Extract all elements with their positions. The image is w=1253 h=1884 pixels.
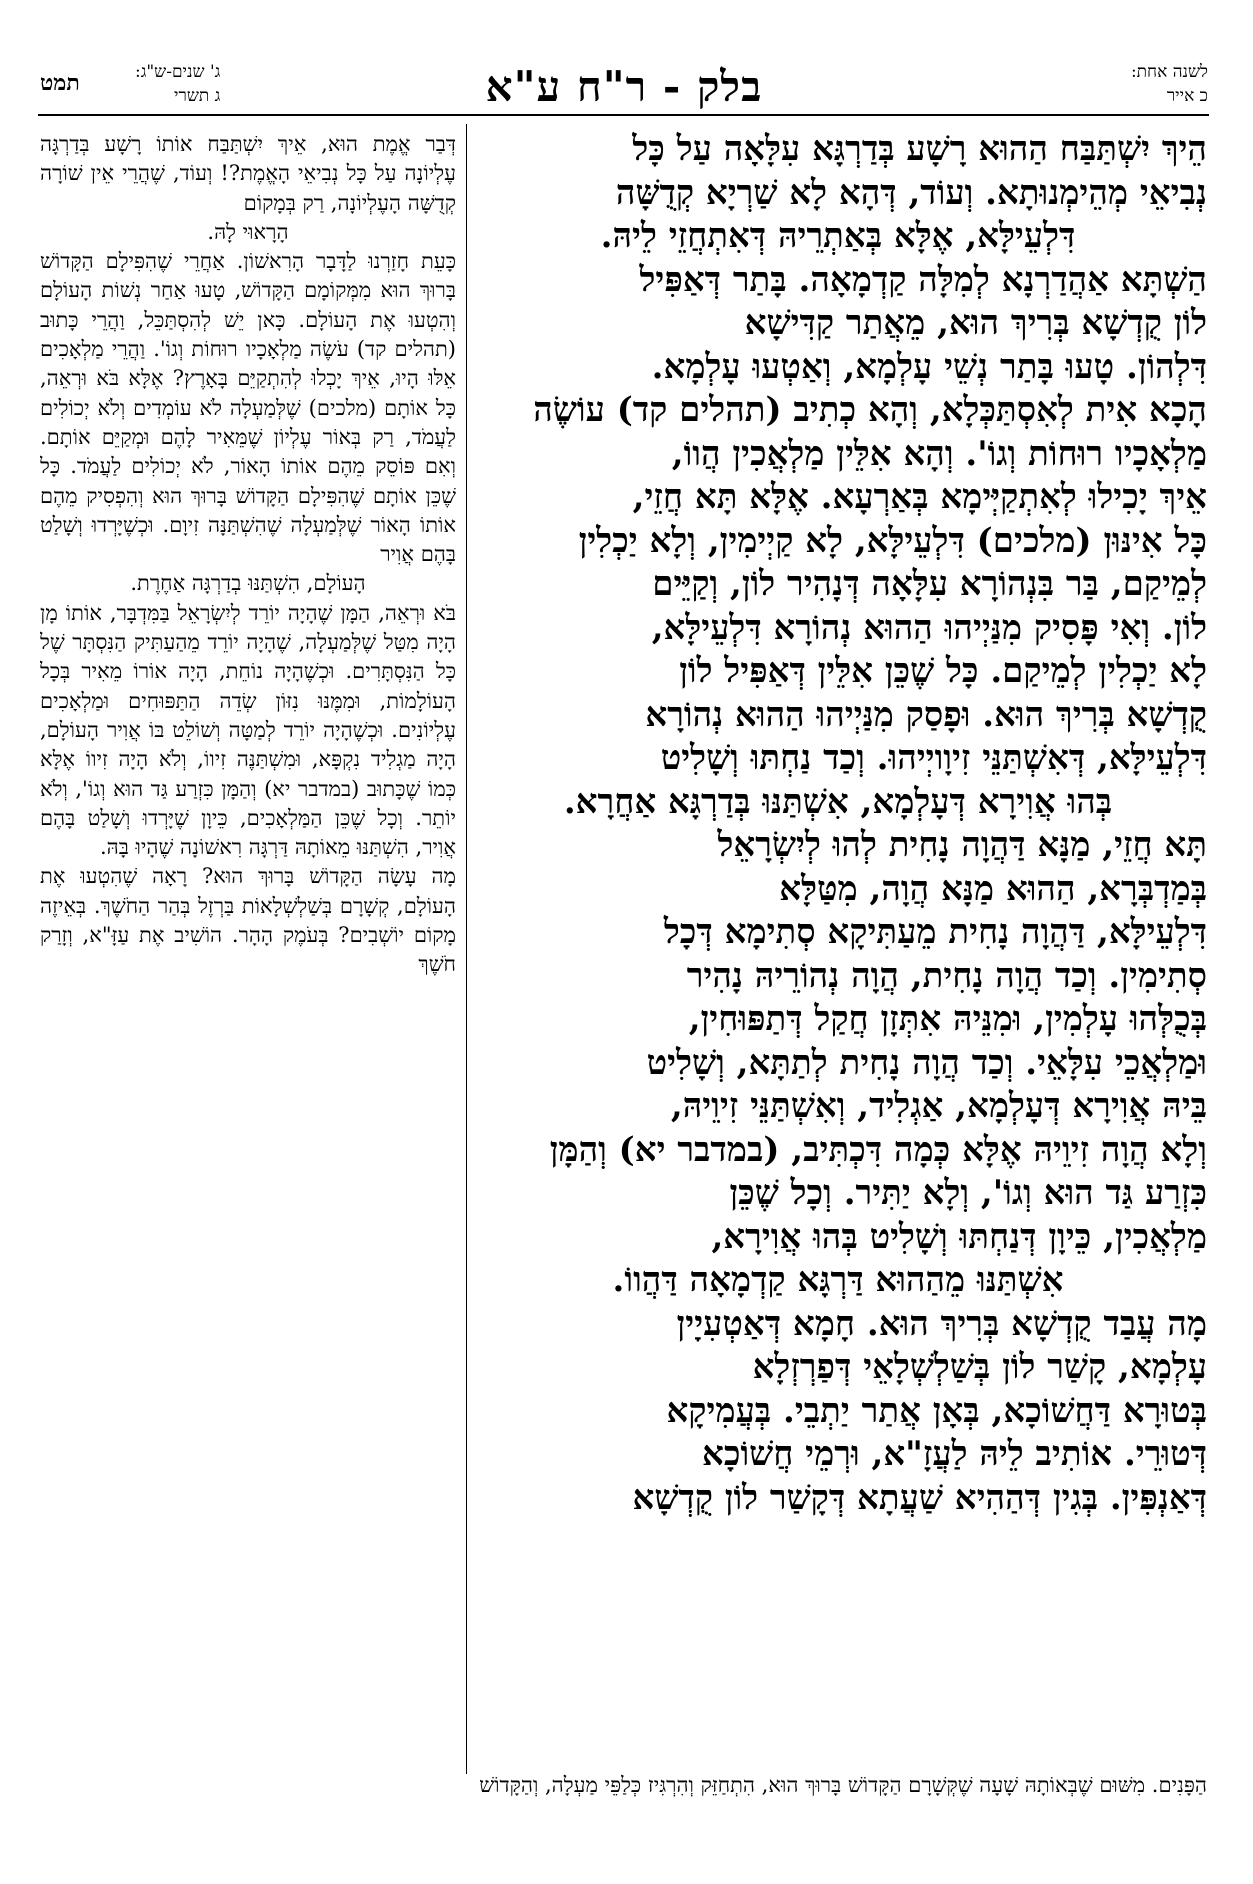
header-schedule-three-years [135,60,220,108]
main-line: הָכָא אִית לְאִסְתַּכְּלָא, וְהָא כְתִיב (תהלים קד) עוֹשֶׂה [533,390,1207,430]
column-divider [466,124,467,1774]
main-line: סְתִימִין. וְכַד הֲוָה נָחִית, הֲוָה נְהוֹרֵיהּ נָהִיר [686,955,1207,996]
main-line: אֵיךְ יָכִילוּ לְאִתְקַיְּימָא בְּאַרְעָא. אֶלָּא תָּא חֲזֵי, [632,477,1207,517]
page-title: בלק - ר"ח ע"א [485,62,763,111]
main-line: הַשְׁתָּא אַהֲדַרְנָא לְמִלָּה קַדְמָאָה. בָּתַר דְּאַפִּיל [639,259,1207,300]
main-line: בְּהוּ אֲוִירָא דְּעָלְמָא, אִשְׁתַּנּוּ בְּדַרְגָּא אַחֲרָא. [563,781,1113,822]
main-line: בְּטוּרָא דַּחֲשׁוֹכָא, בְּאָן אֲתַר יַתְבֵי. בְּעֲמִיקָא [666,1390,1207,1431]
main-line: לוֹן קֻדְשָׁא בְּרִיךְ הוּא, מֵאֲתַר קַדִּישָׁא [744,303,1207,343]
main-line: בֵּיהּ אֲוִירָא דְּעָלְמָא, אַגְלִיד, וְאִשְׁתַּנֵּי זִיוֵיהּ, [670,1086,1207,1126]
main-line: מַלְאֲכִין, כֵּיוָן דְּנַחְתּוּ וְשָׁלִיט בְּהוּ אֲוִירָא, [711,1216,1207,1257]
main-line: דִּלְעֵילָּא, דַּהֲוָה נָחִית מֵעַתִּיקָא סְתִימָא דְּכָל [663,912,1207,952]
main-line: כִּזְרַע גַּד הוּא וְגוֹ', וְלָא יַתִּיר. וְכָל שֶׁכֵּן [729,1173,1207,1213]
commentary-paragraph: מָה עָשָׂה הַקָּדוֹשׁ בָּרוּךְ הוּא? רָאָה שֶׁהִטְעוּ אֶת הָעוֹלָם, קְשָׁרָם בְּשַׁלְשְׁלָאוֹת בַּרְזֶל בְּהַר הַחֹשֶׁךְ. בְּאֵיזֶה מָקוֹם יוֹשְׁבִים? בְּעֹמֶק הָהָר. הוֹשִׁיב אֶת עַזָּ"א, וְזָרַק חֹשֶׁךְ [40,864,456,977]
main-line: לוֹן. וְאִי פָּסִיק מִנַּיְיהוּ הַהוּא נְהוֹרָא דִּלְעֵילָּא, [651,607,1207,648]
main-line: קֻדְשָׁא בְּרִיךְ הוּא. וּפָסַק מִנַּיְיהוּ הַהוּא נְהוֹרָא [645,694,1207,735]
main-text-column [469,128,1207,1758]
main-line: אִשְׁתַּנּוּ מֵהַהוּא דַּרְגָּא קַדְמָאָה דַּהֲווֹ. [612,1260,1064,1300]
main-line: דְּאַנְפִּין. בְּגִין דְּהַהִיא שַׁעֲתָא דְּקָשַׁר לוֹן קֻדְשָׁא [632,1477,1207,1518]
main-line: וְלָא הֲוָה זִיוֵיהּ אֶלָּא כְּמָה דִּכְתִּיב, (במדבר יא) וְהַמָּן [549,1129,1207,1170]
main-line: הֵיךְ יִשְׁתַּבַּח הַהוּא רָשָׁע בְּדַרְגָּא עִלָּאָה עַל כָּל [632,129,1207,169]
page-header [40,60,1208,126]
main-line: כָּל אִינּוּן (מלכים) דִּלְעֵילָּא, לָא קַיְימִין, וְלָא יַכְלִין [578,520,1207,561]
commentary-paragraph: הָרָאוּי לָהּ. [207,219,289,244]
main-line: נְבִיאֵי מְהֵימְנוּתָא. וְעוֹד, דְּהָא לָא שַׁרְיָא קְדֻשָּׁה [615,172,1207,213]
main-line: דִּלְהוֹן. טָעוּ בָּתַר נְשֵׁי עָלְמָא, וְאַטְעוּ עָלְמָא. [651,346,1207,387]
commentary-paragraph: הָעוֹלָם, הִשְׁתַּנּוּ בְדַרְגָּה אַחֶרֶת. [130,571,366,596]
header-right-line1: לשנה אחת: [1130,62,1208,82]
main-line: לְמֵיקַם, בַּר בִּנְהוֹרָא עִלָּאָה דְּנָהִיר לוֹן, וְקַיֵּים [652,564,1207,604]
header-left-line1: ג' שנים-ש"ג: [135,62,221,82]
header-left-line2: ג תשרי [174,86,221,106]
main-line: בְּמַדְבְּרָא, הַהוּא מַנָּא הֲוָה, מִטַּלָּא [779,868,1207,909]
footer-text-line: הַפָּנִים. מִשּׁוּם שֶׁבְּאוֹתָהּ שָׁעָה שֶׁקְּשָׁרָם הַקָּדוֹשׁ בָּרוּךְ הוּא, הִתְחַזֵּק וְהִרְגִּיז כְּלַפֵּי מַעְלָה, וְהַקָּדוֹשׁ [479,1773,1207,1797]
page-number: תמט [40,70,80,96]
header-rule [38,114,1209,116]
main-line: דְּטוּרֵי. אוֹתִיב לֵיהּ לַעֲזָ"א, וּרְמֵי חֲשׁוֹכָא [702,1434,1207,1474]
main-line: מָה עֲבַד קֻדְשָׁא בְּרִיךְ הוּא. חָמָא דְּאַטְעִיָין [676,1303,1207,1344]
commentary-paragraph: בֹּא וּרְאֵה, הַמָּן שֶׁהָיָה יוֹרֵד לְיִשְׂרָאֵל בַּמִּדְבָּר, אוֹתוֹ מָן הָיָה מִטַּל שֶׁלְּמַעְלָה, שֶׁהָיָה יוֹרֵד מֵהַעַתִּיק הַנִּסְתָּר שֶׁל כָּל הַנִּסְתָּרִים. וּכְשֶׁהָיָה נוֹחֵת, הָיָה אוֹרוֹ מֵאִיר בְּכָל הָעוֹלָמוֹת, וּמִמֶּנּוּ נִזּוֹן שְׂדֵה הַתַּפּוּחִים וּמַלְאָכִים עֶלְיוֹנִים. וּכְשֶׁהָיָה יוֹרֵד לְמַטָּה וְשׁוֹלֵט בּוֹ אֲוִיר הָעוֹלָם, הָיָה מַגְלִיד נִקְפָּא, וּמִשְׁתַּנֶּה זִיווֹ, וְלֹא הָיָה זִיווֹ אֶלָּא כְּמוֹ שֶׁכָּתוּב (במדבר יא) וְהַמָּן כִּזְרַע גַּד הוּא וְגוֹ', וְלֹא יוֹתֵר. וְכָל שֶׁכֵּן הַמַּלְאָכִים, כֵּיוָן שֶׁיָּרְדוּ וְשָׁלַט בָּהֶם אֲוִיר, הִשְׁתַּנּוּ מֵאוֹתָהּ דַּרְגָּה רִאשׁוֹנָה שֶׁהָיוּ בָּהּ. [40,600,456,860]
header-right-line2: כ אייר [1166,86,1208,106]
main-line: בְּכֻלְּהוּ עָלְמִין, וּמִנֵּיהּ אִתְּזָן חֲקַל דְּתַפּוּחִין, [688,999,1207,1039]
main-line: וּמַלְאֲכֵי עִלָּאֵי. וְכַד הֲוָה נָחִית לְתַתָּא, וְשָׁלִיט [646,1042,1207,1083]
main-line: דִּלְעֵילָּא, אֶלָּא בְּאַתְרֵיהּ דְּאִתְחֲזֵי לֵיהּ. [600,216,1076,256]
main-line: לָא יַכְלִין לְמֵיקַם. כָּל שֶׁכֵּן אִלֵּין דְּאַפִּיל לוֹן [679,651,1207,691]
commentary-column [40,130,456,1760]
main-line: עָלְמָא, קָשַׁר לוֹן בְּשַׁלְשְׁלָאֵי דְּפַרְזְלָא [752,1347,1207,1387]
main-line: מַלְאָכָיו רוּחוֹת וְגוֹ'. וְהָא אִלֵּין מַלְאֲכִין הֲווֹ, [671,433,1207,474]
main-line: תָּא חֲזֵי, מַנָּא דַּהֲוָה נָחִית לְהוּ לְיִשְׂרָאֵל [717,825,1207,865]
main-line: דִּלְעֵילָּא, דְּאִשְׁתַּנֵּי זִיוָויְיהוּ. וְכַד נַחְתּוּ וְשָׁלִיט [660,738,1207,778]
commentary-paragraph: דְּבַר אֱמֶת הוּא, אֵיךְ יִשְׁתַּבַּח אוֹתוֹ רָשָׁע בְּדַרְגָּה עֶלְיוֹנָה עַל כָּל נְבִיאֵי הָאֱמֶת?! וְעוֹד, שֶׁהֲרֵי אֵין שׁוֹרָה קְדֻשָּׁה הָעֶלְיוֹנָה, רַק בְּמָקוֹם [40,132,456,215]
commentary-paragraph: כָּעֵת חָזַרְנוּ לַדָּבָר הָרִאשׁוֹן. אַחֲרֵי שֶׁהִפִּילָם הַקָּדוֹשׁ בָּרוּךְ הוּא מִמְּקוֹמָם הַקָּדוֹשׁ, טָעוּ אַחַר נְשׁוֹת הָעוֹלָם וְהִטְעוּ אֶת הָעוֹלָם. כָּאן יֵשׁ לְהִסְתַּכֵּל, וַהֲרֵי כָּתוּב (תהלים קד) עֹשֶׂה מַלְאָכָיו רוּחוֹת וְגוֹ'. וַהֲרֵי מַלְאָכִים אֵלּוּ הָיוּ, אֵיךְ יָכְלוּ לְהִתְקַיֵּם בָּאָרֶץ? אֶלָּא בֹּא וּרְאֵה, כָּל אוֹתָם (מלכים) שֶׁלְּמַעְלָה לֹא עוֹמְדִים וְלֹא יְכוֹלִים לַעֲמֹד, רַק בְּאוֹר עֶלְיוֹן שֶׁמֵּאִיר לָהֶם וּמְקַיֵּם אוֹתָם. וְאִם פּוֹסֵק מֵהֶם אוֹתוֹ הָאוֹר, לֹא יְכוֹלִים לַעֲמֹד. כָּל שֶׁכֵּן אוֹתָם שֶׁהִפִּילָם הַקָּדוֹשׁ בָּרוּךְ הוּא וְהִפְסִיק מֵהֶם אוֹתוֹ הָאוֹר שֶׁלְּמַעְלָה שֶׁהִשְׁתַּנָּה זִיוָם. וּכְשֶׁיָּרְדוּ וְשָׁלַט בָּהֶם אֲוִיר [40,249,456,567]
